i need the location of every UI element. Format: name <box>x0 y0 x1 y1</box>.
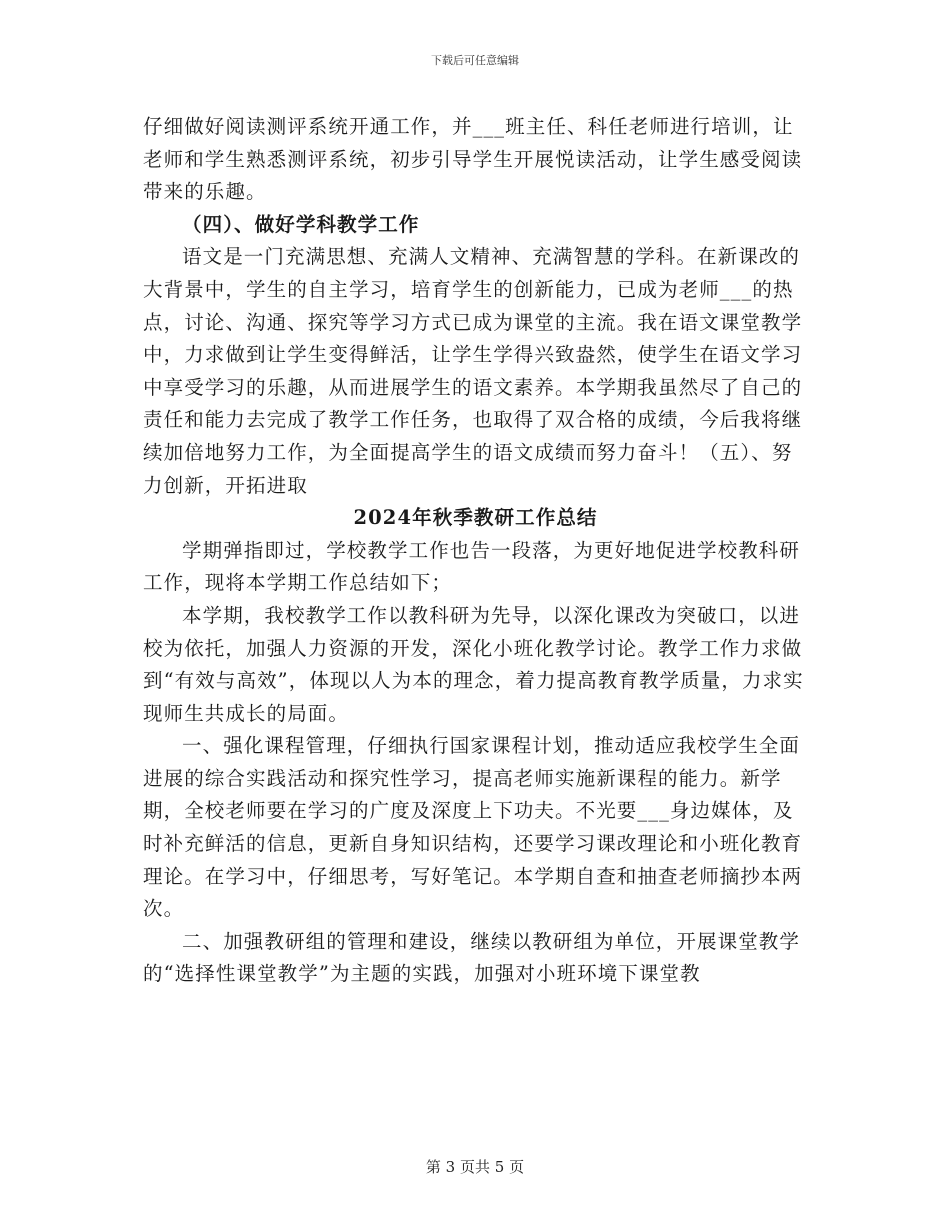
section-heading-4: （四）、做好学科教学工作 <box>182 212 420 236</box>
paragraph-continued: 仔细做好阅读测评系统开通工作，并___班主任、科任老师进行培训，让老师和学生熟悉测评系统，初步引导学生开展悦读活动，让学生感受阅读带来的乐趣。 <box>143 115 803 204</box>
page-footer: 第 3 页共 5 页 <box>425 1158 525 1176</box>
paragraph-overview: 本学期，我校教学工作以教科研为先导，以深化课改为突破口，以进校为依托，加强人力资源的开发，深化小班化教学讨论。教学工作力求做到“有效与高效”，体现以人为本的理念，着力提高教育教学质量，力求实现师生共成长的局面。 <box>143 603 804 725</box>
document-body <box>143 111 808 991</box>
paragraph-section-1: 一、强化课程管理，仔细执行国家课程计划，推动适应我校学生全面进展的综合实践活动和探究性学习，提高老师实施新课程的能力。新学期，全校老师要在学习的广度及深度上下功夫。不光要___身边媒体，及时补充鲜活的信息，更新自身知识结构，还要学习课改理论和小班化教育理论。在学习中，仔细思考，写好笔记。本学期自查和抽查老师摘抄本两次。 <box>143 734 803 921</box>
page-header: 下载后可任意编辑 <box>431 54 519 67</box>
paragraph-section-2: 二、加强教研组的管理和建设，继续以教研组为单位，开展课堂教学的“选择性课堂教学”为主题的实践，加强对小班环境下课堂教 <box>143 929 801 986</box>
paragraph-chinese-teaching: 语文是一门充满思想、充满人文精神、充满智慧的学科。在新课改的大背景中，学生的自主学习，培育学生的创新能力，已成为老师___的热点，讨论、沟通、探究等学习方式已成为课堂的主流。我在语文课堂教学中，力求做到让学生变得鲜活，让学生学得兴致盎然，使学生在语文学习中享受学习的乐趣，从而进展学生的语文素养。本学期我虽然尽了自己的责任和能力去完成了教学工作任务，也取得了双合格的成绩，今后我将继续加倍地努力工作，为全面提高学生的语文成绩而努力奋斗！（五）、努力创新，开拓进取 <box>143 245 803 497</box>
document-title: 2024年秋季教研工作总结 <box>353 506 598 530</box>
paragraph-intro: 学期弹指即过，学校教学工作也告一段落，为更好地促进学校教科研工作，现将本学期工作总结如下； <box>143 538 801 595</box>
